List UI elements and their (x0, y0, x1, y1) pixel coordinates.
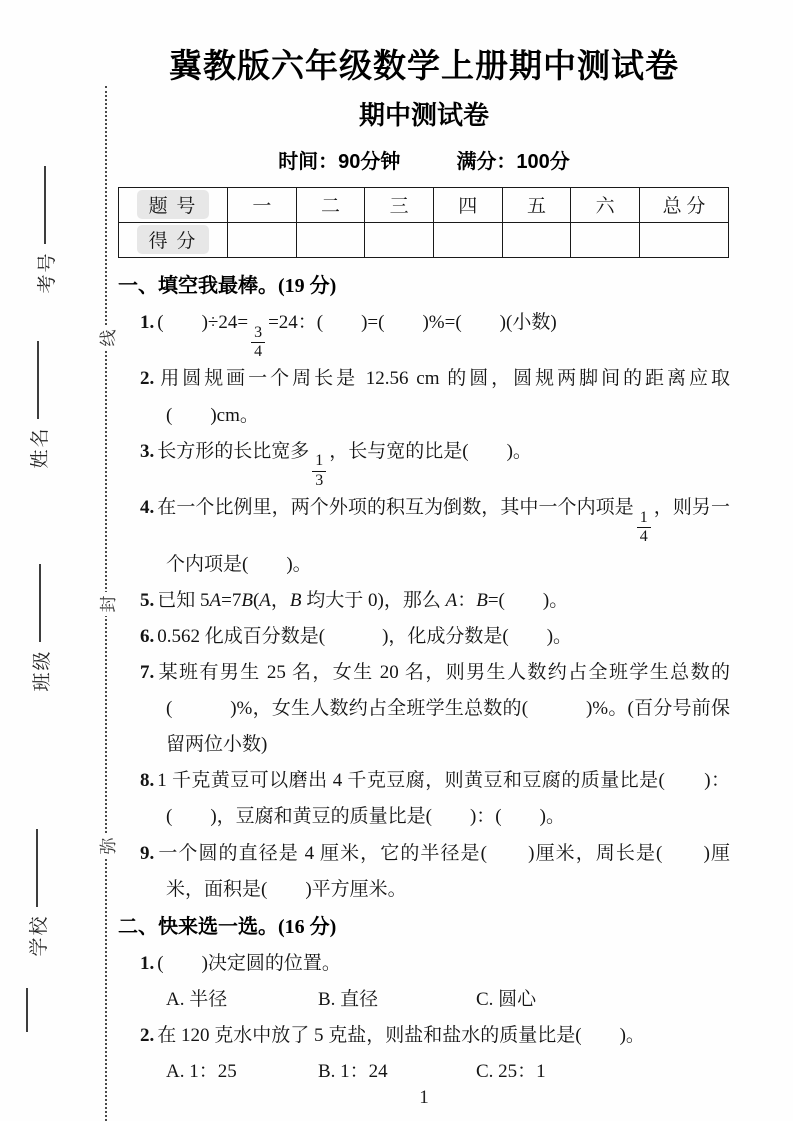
question-text: ，则另一个内项是( )。 (166, 497, 730, 575)
choice-option: C. 25：1 (476, 1061, 546, 1083)
question-text: ( (252, 589, 260, 611)
variable: B (289, 589, 302, 611)
section-heading-score: (16 分) (278, 915, 337, 938)
choice-option: B. 1：24 (318, 1061, 388, 1083)
sidebar-label-student-name (24, 320, 52, 490)
variable: B (476, 589, 488, 611)
question-text: 一个圆的直径是 4 厘米，它的半径是( )厘米，周长是( )厘米，面积是( )平方厘米。 (157, 842, 730, 900)
column-header-cell: 五 (502, 187, 571, 222)
question-text: 0.562 化成百分数是( )，化成分数是( )。 (157, 626, 573, 647)
section-heading-text: 一、填空我最棒。 (118, 274, 278, 297)
fraction-denominator: 4 (251, 342, 265, 361)
question-text: 1 千克黄豆可以磨出 4 千克豆腐，则黄豆和豆腐的质量比是( )：( )，豆腐和黄豆的质量比是( )：( )。 (157, 770, 730, 828)
question (118, 946, 730, 982)
question (118, 434, 730, 491)
choice-options-row (166, 1054, 730, 1090)
question (118, 1018, 730, 1054)
fraction (637, 509, 651, 547)
column-header-cell: 一 (228, 187, 297, 222)
fraction-numerator: 3 (254, 323, 263, 341)
column-header-cell: 二 (296, 187, 365, 222)
score-blank-cell (640, 222, 729, 257)
question (118, 836, 730, 908)
paper-subtitle: 期中测试卷 (358, 100, 489, 131)
question-text: 已知 5 (157, 589, 210, 611)
page-number: 1 (419, 1087, 429, 1108)
question (118, 490, 730, 583)
sections (118, 267, 730, 1090)
question-text: ( )÷24= (157, 311, 249, 333)
choice-options-row (166, 982, 730, 1018)
question-number: 1. (140, 952, 155, 974)
question (118, 305, 730, 362)
section-1 (118, 267, 730, 908)
paper-content (118, 0, 730, 1090)
total-score-header-cell: 总 分 (640, 187, 729, 222)
question-text: 用圆规画一个周长是 12.56 cm 的圆，圆规两脚间的距离应取( )cm。 (157, 368, 730, 426)
score-label-cell (119, 222, 228, 257)
question-text: 长方形的长比宽多 (157, 440, 310, 462)
fraction-numerator: 1 (315, 452, 324, 470)
section-heading (118, 267, 730, 305)
sidebar-label-text: 班级 (31, 649, 53, 692)
section-heading (118, 908, 730, 946)
question-text: 均大于 0)，那么 (301, 589, 446, 611)
question-text: 在一个比例里，两个外项的积互为倒数，其中一个内项是 (157, 497, 634, 519)
column-header-cell: 六 (571, 187, 640, 222)
question-text: ， (270, 589, 290, 611)
question-number-header-cell (119, 187, 228, 222)
write-in-line (44, 167, 46, 245)
section-heading-score: (19 分) (278, 274, 337, 297)
column-header-cell: 四 (433, 187, 502, 222)
question-text: 某班有男生 25 名，女生 20 名，则男生人数约占全班学生总数的( )%，女生人数约占全班学生总数的( )%。(百分号前保留两位小数) (157, 662, 730, 756)
question-text: =7 (221, 589, 242, 611)
question-number: 7. (140, 662, 155, 684)
choice-option: C. 圆心 (476, 988, 537, 1010)
sidebar-label-class (26, 543, 54, 713)
score-table (118, 187, 729, 258)
question-text: ： (457, 589, 477, 611)
write-in-line (39, 565, 41, 643)
score-table-header-row (119, 187, 729, 222)
seal-char-mi: 弥 (94, 834, 118, 858)
column-header-cell: 三 (365, 187, 434, 222)
variable: A (259, 589, 271, 611)
fraction-numerator: 1 (639, 509, 648, 527)
section-heading-text: 二、快来选一选。 (118, 915, 278, 938)
score-blank-cell (296, 222, 365, 257)
write-in-line (26, 988, 28, 1032)
question-number: 5. (140, 589, 155, 611)
question-number: 9. (140, 842, 155, 864)
full-score-label: 满分：100分 (456, 150, 570, 173)
question (118, 763, 730, 835)
question (118, 619, 730, 655)
sidebar-label-text: 学校 (28, 914, 50, 957)
score-label-pill: 得 分 (137, 225, 210, 254)
seal-char-xian: 线 (94, 326, 118, 350)
time-limit-label: 时间：90分钟 (278, 150, 401, 173)
question-number-pill: 题 号 (137, 190, 210, 219)
question-number: 8. (140, 770, 155, 792)
question-number: 6. (140, 626, 155, 647)
question (118, 655, 730, 763)
sidebar-label-text: 姓名 (29, 426, 51, 469)
question (118, 583, 730, 619)
question (118, 361, 730, 433)
question-number: 2. (140, 1024, 155, 1046)
fraction (312, 452, 326, 490)
question-text: ，长与宽的比是( )。 (329, 440, 532, 462)
question-number: 3. (140, 440, 155, 462)
variable: B (241, 589, 253, 611)
score-blank-cell (228, 222, 297, 257)
fraction-denominator: 3 (312, 471, 326, 490)
paper-title: 冀教版六年级数学上册期中测试卷 (169, 47, 679, 84)
question-text: =( )。 (487, 589, 569, 611)
choice-option: B. 直径 (318, 988, 379, 1010)
variable: A (209, 589, 222, 611)
question-text: ( )决定圆的位置。 (157, 952, 341, 974)
question-text: =24：( )=( )%=( )(小数) (268, 311, 557, 333)
fraction (251, 324, 265, 362)
sidebar-label-exam-number (31, 145, 59, 315)
score-table-score-row (119, 222, 729, 257)
fraction-denominator: 4 (637, 527, 651, 546)
choice-option: A. 1：25 (166, 1061, 237, 1083)
question-number: 4. (140, 497, 155, 519)
question-number: 2. (140, 368, 155, 390)
sidebar-label-school (23, 808, 51, 978)
question-text: 在 120 克水中放了 5 克盐，则盐和盐水的质量比是( )。 (157, 1024, 645, 1046)
sidebar-label-text: 考号 (36, 251, 58, 294)
write-in-line (37, 342, 39, 420)
question-number: 1. (140, 311, 155, 333)
score-blank-cell (365, 222, 434, 257)
score-blank-cell (571, 222, 640, 257)
variable: A (445, 589, 458, 611)
exam-info-line (118, 145, 730, 174)
choice-option: A. 半径 (166, 988, 228, 1010)
write-in-line (36, 830, 38, 908)
score-blank-cell (502, 222, 571, 257)
seal-char-feng: 封 (94, 592, 118, 616)
score-blank-cell (433, 222, 502, 257)
section-2 (118, 908, 730, 1090)
